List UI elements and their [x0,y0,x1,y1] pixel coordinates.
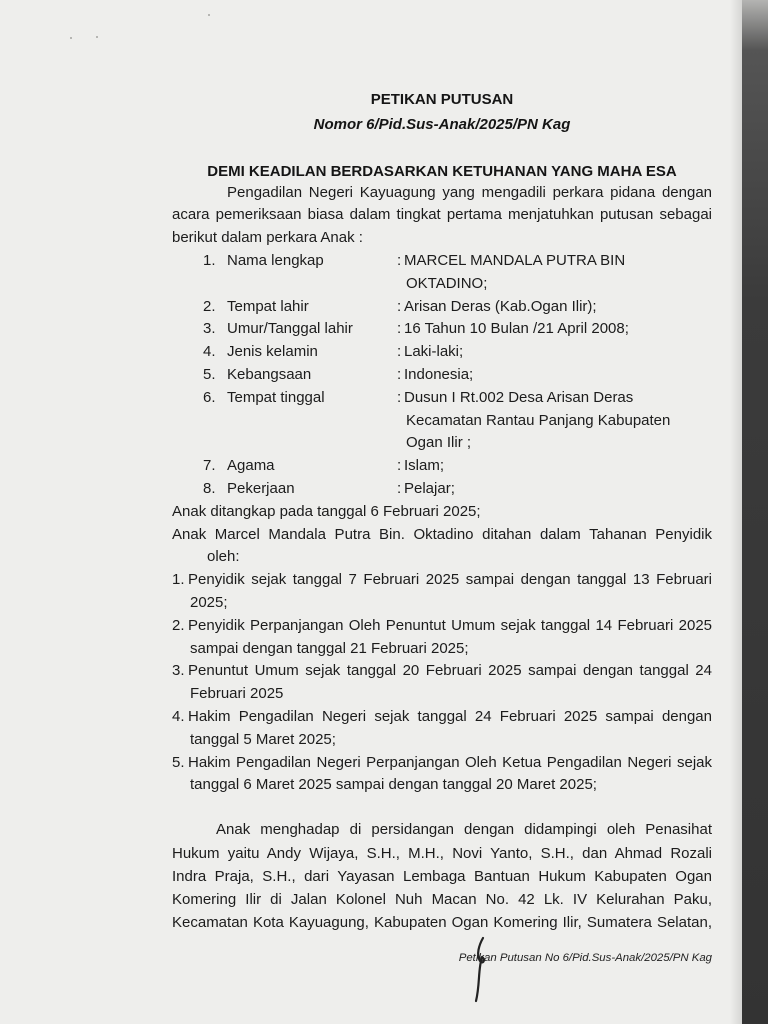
detention-line: tanggal 5 Maret 2025; [190,730,336,748]
identity-number: 2. [203,297,216,315]
identity-value-line: Laki-laki; [404,343,464,361]
identity-row [172,478,712,501]
signature-mark [458,934,498,1004]
intro-line: Pengadilan Negeri Kayuagung yang mengadili perkara pidana dengan [227,183,712,201]
identity-value [404,341,712,364]
identity-value [404,387,712,455]
detention-text [188,752,712,798]
identity-row [172,341,712,364]
counsel-line: Indra Praja, S.H., dari Yayasan Lembaga Bantuan Hukum Kabupaten Ogan [172,867,712,885]
scan-edge-shadow [730,0,742,1024]
identity-value [404,296,712,319]
identity-row [172,455,712,478]
identity-value [404,478,712,501]
detention-line: Penuntut Umum sejak tanggal 20 Februari 2025 sampai dengan tanggal 24 [188,662,712,680]
detention-item [172,615,712,661]
detention-line: Hakim Pengadilan Negeri sejak tanggal 24 Februari 2025 sampai dengan [188,707,712,725]
detention-intro-line: Anak Marcel Mandala Putra Bin. Oktadino ditahan dalam Tahanan Penyidik [172,525,712,543]
identity-separator: : [397,479,402,497]
scan-speck [208,14,210,16]
identity-separator: : [397,388,402,406]
scan-edge [742,0,768,1024]
identity-value-line: 16 Tahun 10 Bulan /21 April 2008; [404,320,629,338]
detention-line: Penyidik Perpanjangan Oleh Penuntut Umum sejak tanggal 14 Februari 2025 [188,616,712,634]
identity-value-line: Islam; [404,457,445,475]
detention-text [188,660,712,706]
identity-row [172,296,712,319]
identity-row [172,318,712,341]
identity-value-line: Pelajar; [404,479,455,497]
detention-text [188,569,712,615]
identity-value [404,364,712,387]
identity-number: 6. [203,388,216,406]
counsel-line: Anak menghadap di persidangan dengan didampingi oleh Penasihat [216,821,712,839]
scan-speck [96,36,98,38]
detention-list [172,569,712,797]
identity-row [172,364,712,387]
identity-label: Pekerjaan [227,479,295,497]
scan-speck [70,37,72,39]
identity-label: Nama lengkap [227,251,324,269]
detention-line: 2025; [190,593,228,611]
identity-separator: : [397,365,402,383]
counsel-line: Hukum yaitu Andy Wijaya, S.H., M.H., Novi Yanto, S.H., dan Ahmad Rozali [172,844,712,862]
identity-separator: : [397,297,402,315]
identity-value-line: MARCEL MANDALA PUTRA BIN [404,251,626,269]
identity-number: 8. [203,479,216,497]
case-number: Nomor 6/Pid.Sus-Anak/2025/PN Kag [313,116,571,133]
identity-value-line: Arisan Deras (Kab.Ogan Ilir); [404,297,597,315]
footer-reference: Petikan Putusan No 6/Pid.Sus-Anak/2025/PN Kag [458,952,712,964]
counsel-line: Komering Ilir di Jalan Kolonel Nuh Macan No. 42 Lk. IV Kelurahan Paku, [172,891,712,908]
identity-value-line: Indonesia; [404,365,474,383]
identity-separator: : [397,251,402,269]
identity-label: Tempat tinggal [227,388,325,406]
detention-item [172,752,712,798]
identity-value-line: Ogan Ilir ; [406,434,472,452]
detention-text [188,615,712,661]
identity-label: Jenis kelamin [227,343,318,361]
intro-line: acara pemeriksaan biasa dalam tingkat pertama menjatuhkan putusan sebagai [172,206,712,224]
identity-value [404,318,712,341]
counsel-line: Kecamatan Kota Kayuagung, Kabupaten Ogan Komering Ilir, Sumatera Selatan, [172,914,712,932]
identity-label: Agama [227,457,275,475]
detention-line: sampai dengan tanggal 21 Februari 2025; [190,639,469,657]
identity-number: 1. [203,251,216,269]
identity-label: Kebangsaan [227,365,312,383]
detention-intro-line: oleh: [207,548,240,566]
identity-value-line: Dusun I Rt.002 Desa Arisan Deras [404,388,634,406]
identity-number: 5. [203,365,216,383]
detention-number: 5. [172,753,185,771]
identity-separator: : [397,320,402,338]
detention-line: tanggal 6 Maret 2025 sampai dengan tanggal 20 Maret 2025; [190,776,597,794]
identity-label: Tempat lahir [227,297,309,315]
intro-line: berikut dalam perkara Anak : [172,229,363,247]
identity-separator: : [397,457,402,475]
detention-number: 4. [172,707,185,725]
detention-number: 1. [172,571,185,589]
identity-row [172,250,712,296]
detention-item [172,706,712,752]
identity-number: 7. [203,457,216,475]
identity-separator: : [397,343,402,361]
identity-value [404,455,712,478]
identity-number: 3. [203,320,216,338]
identity-number: 4. [203,343,216,361]
identity-value [404,250,712,296]
invocation-heading: DEMI KEADILAN BERDASARKAN KETUHANAN YANG MAHA ESA [207,163,677,180]
identity-list [172,250,712,501]
detention-item [172,660,712,706]
document-body [172,182,712,798]
arrest-statement: Anak ditangkap pada tanggal 6 Februari 2025; [172,502,481,520]
document-title: PETIKAN PUTUSAN [370,91,514,108]
detention-line: Februari 2025 [190,685,284,703]
detention-line: Hakim Pengadilan Negeri Perpanjangan Oleh Ketua Pengadilan Negeri sejak [188,753,712,771]
identity-value-line: OKTADINO; [406,274,488,292]
intro-paragraph [172,182,712,250]
detention-number: 3. [172,662,185,680]
detention-text [188,706,712,752]
detention-item [172,569,712,615]
detention-line: Penyidik sejak tanggal 7 Februari 2025 sampai dengan tanggal 13 Februari [188,571,712,589]
detention-intro [172,524,712,570]
identity-value-line: Kecamatan Rantau Panjang Kabupaten [406,411,671,429]
identity-label: Umur/Tanggal lahir [227,320,353,338]
detention-number: 2. [172,616,185,634]
identity-row [172,387,712,455]
counsel-paragraph [172,818,712,934]
